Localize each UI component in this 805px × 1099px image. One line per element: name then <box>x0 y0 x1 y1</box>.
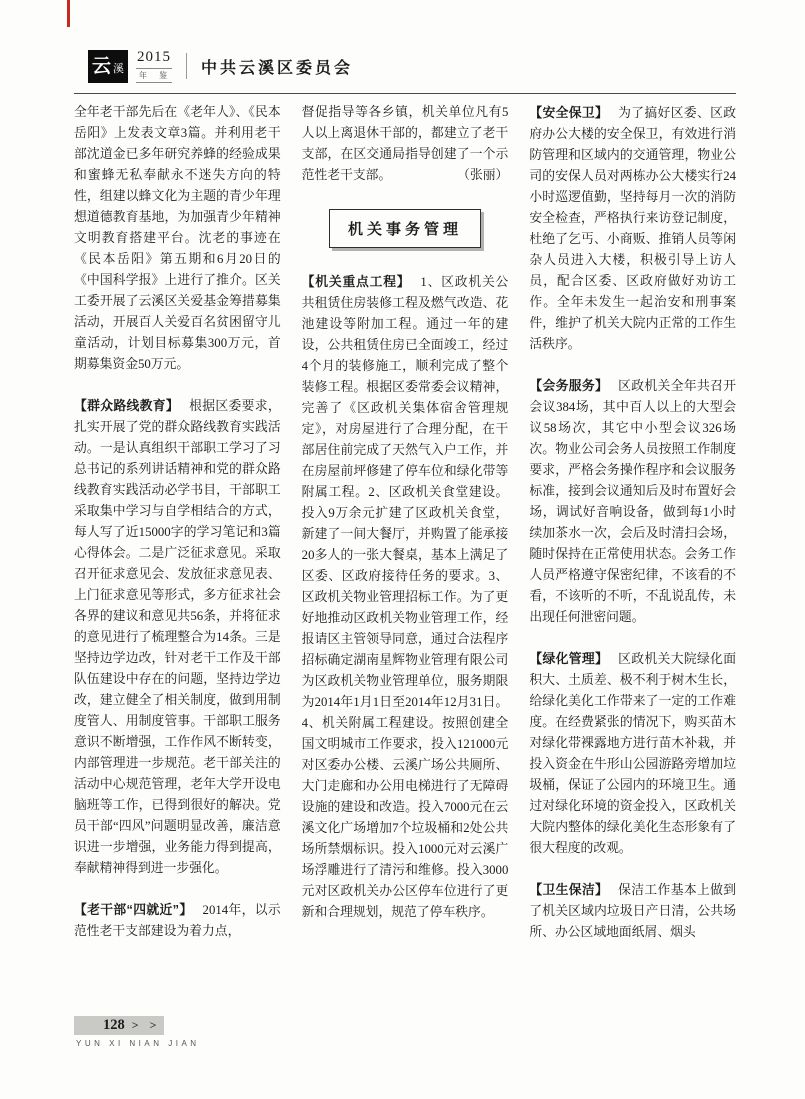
page-number-bar <box>74 1016 164 1035</box>
body-text: 为了搞好区委、区政府办公大楼的安全保卫，有效进行消防管理和区域内的交通管理，物业公司的安保人员对两栋办公大楼实行24小时巡逻值勤，坚持每月一次的消防安全检查，严格执行来访登记制度，杜绝了乞丐、小商贩、推销人员等闲杂人员进入大楼，积极引导上访人员，配合区委、区政府做好劝访工作。全年未发生一起治安和刑事案件，维护了机关大院内正常的工作生活秩序。 <box>529 106 737 351</box>
entry-mass-line-education <box>74 395 281 879</box>
entry-greening <box>529 648 736 859</box>
page-header <box>88 48 353 84</box>
year-text: 2015 <box>137 49 171 66</box>
body-text: 区政机关全年共召开会议384场，其中百人以上的大型会议58场次，其它中小型会议326场次。物业公司会务人员按照工作制度要求，严格会务操作程序和会议服务标准，接到会议通知后及时布置好会场，调试好音响设备，做到每1小时续加茶水一次，会后及时清扫会场，随时保持在正常使用状态。会务工作人员严格遵守保密纪律，不该看的不看，不该听的不听，不乱说乱传，未出现任何泄密问题。 <box>529 379 737 624</box>
entry-security <box>529 102 736 355</box>
body-text: 根据区委要求，扎实开展了党的群众路线教育实践活动。一是认真组织干部职工学习了习总书记的系列讲话精神和党的群众路线教育实践活动必学书目，干部职工采取集中学习与自学相结合的方式，每人写了近15000字的学习笔记和3篇心得体会。二是广泛征求意见。采取召开征求意见会、发放征求意见表、上门征求意见等形式，多方征求社会各界的建议和意见共56条，并将征求的意见进行了梳理整合为14条。三是坚持边学边改，针对老干工作及干部队伍建设中存在的问题，坚持边学边改，建立健全了相关制度，做到用制度管人、用制度管事。干部职工服务意识不断增强，工作作风不断转变，内部管理进一步规范。老干部关注的活动中心规范管理，老年大学开设电脑班等工作，已得到很好的解决。党员干部“四风”问题明显改善，廉洁意识进一步增强，业务能力得到提高，奉献精神得到进一步强化。 <box>74 399 281 875</box>
entry-conference-service <box>529 375 736 628</box>
header-horizontal-rule <box>74 93 736 94</box>
author-credit: （张丽） <box>457 168 509 182</box>
yearbook-label: 年 鉴 <box>136 68 172 83</box>
paragraph-continuation <box>302 102 509 186</box>
entry-key-projects <box>302 271 509 923</box>
entry-heading: 【绿化管理】 <box>529 651 609 666</box>
logo-char-xi: 溪 <box>113 62 124 75</box>
column-1 <box>74 102 281 1017</box>
column-2 <box>302 102 509 1017</box>
entry-heading: 【群众路线教育】 <box>74 398 180 413</box>
body-text: 2014年，以示范性老干支部建设为着力点， <box>74 903 281 938</box>
chapter-title: 中共云溪区委员会 <box>201 59 354 77</box>
section-heading-box <box>329 209 481 248</box>
logo-char-yun: 云 <box>91 55 111 77</box>
entry-veteran-cadres <box>74 899 281 942</box>
entry-heading: 【机关重点工程】 <box>301 274 411 289</box>
body-text: 保洁工作基本上做到了机关区域内垃圾日产日清，公共场所、办公区域地面纸屑、烟头 <box>529 883 737 939</box>
paragraph-continuation <box>74 102 281 375</box>
red-registration-mark <box>67 0 70 27</box>
footer-caption: YUN XI NIAN JIAN <box>76 1039 200 1048</box>
text-columns <box>74 102 736 1017</box>
column-3 <box>529 102 736 1017</box>
entry-heading: 【卫生保洁】 <box>529 882 609 897</box>
entry-heading: 【老干部“四就近”】 <box>74 902 193 917</box>
page-number-arrows: > > <box>131 1018 161 1032</box>
body-text: 1、区政机关公共租赁住房装修工程及燃气改造、花池建设等附加工程。通过一年的建设，公共租赁住房已全面竣工，经过4个月的装修施工，顺利完成了整个装修工程。根据区委常委会议精神，完善了《区政机关集体宿舍管理规定》，对房屋进行了合理分配，在干部居住前完成了天然气入户工作，并在房屋前坪修建了停车位和绿化带等附属工程。2、区政机关食堂建设。投入9万余元扩建了区政机关食堂，新建了一间大餐厅，并购置了能承接20多人的一张大餐桌，基本上满足了区委、区政府接待任务的要求。3、区政机关物业管理招标工作。为了更好地推动区政机关物业管理工作，经报请区主管领导同意，通过合法程序招标确定湖南星辉物业管理有限公司为区政机关物业管理单位，服务期限为2014年1月1日至2014年12月31日。4、机关附属工程建设。按照创建全国文明城市工作要求，投入121000元对区委办公楼、云溪广场公共厕所、大门走廊和办公用电梯进行了无障碍设施的建设和改造。投入7000元在云溪文化广场增加7个垃圾桶和2处公共场所禁烟标识。投入1000元对云溪广场浮雕进行了清污和维修。投入3000元对区政机关办公区停车位进行了更新和合理规划，规范了停车秩序。 <box>301 275 509 919</box>
body-text: 全年老干部先后在《老年人》、《民本岳阳》上发表文章3篇。并利用老干部沈道金已多年研究养蜂的经验成果和蜜蜂无私奉献永不迷失方向的特性，组建以蜂文化为主题的青少年理想道德教育基地，为加强青少年精神文明教育搭建平台。沈老的事迹在《民本岳阳》第五期和6月20日的《中国科学报》上进行了推介。区关工委开展了云溪区关爱基金筹措募集活动，开展百人关爱百名贫困留守儿童活动，计划目标募集300万元，首期募集资金50万元。 <box>74 105 281 371</box>
entry-sanitation <box>529 879 736 943</box>
body-text: 区政机关大院绿化面积大、土质差、极不利于树木生长，给绿化美化工作带来了一定的工作难度。在经费紧张的情况下，购买苗木对绿化带裸露地方进行苗木补栽，并投入资金在牛形山公园游路旁增加垃圾桶，保证了公园内的环境卫生。通过对绿化环境的资金投入，区政机关大院内整体的绿化美化生态形象有了很大程度的改观。 <box>529 652 737 855</box>
page-number: 128 <box>103 1017 125 1033</box>
entry-heading: 【会务服务】 <box>529 378 609 393</box>
section-title: 机关事务管理 <box>347 221 462 238</box>
body-text: 督促指导等各乡镇，机关单位凡有5人以上离退休干部的，都建立了老干支部，在区交通局指导创建了一个示范性老干支部。 <box>301 105 509 182</box>
header-vertical-divider <box>186 53 187 79</box>
yunxi-logo <box>88 50 128 83</box>
year-block <box>136 49 172 83</box>
entry-heading: 【安全保卫】 <box>529 105 609 120</box>
